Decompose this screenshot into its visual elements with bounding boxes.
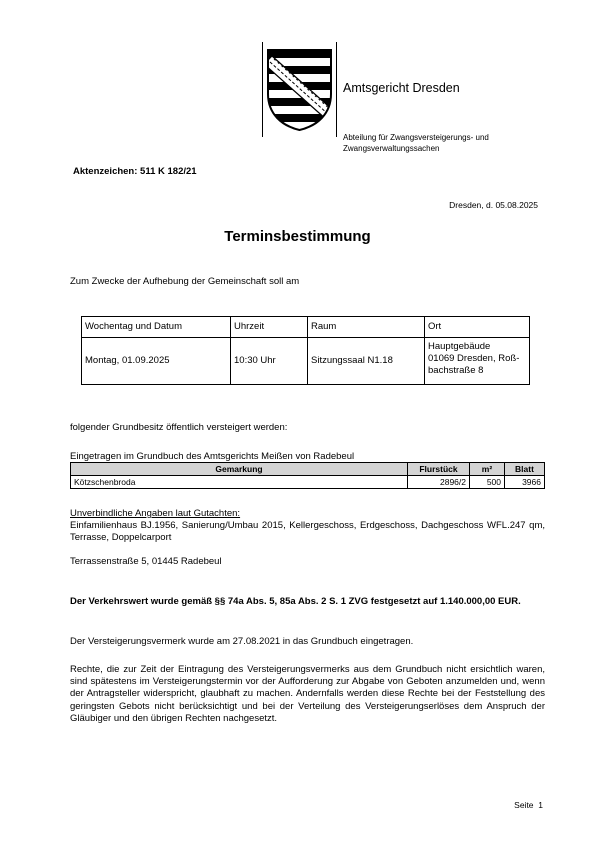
cell-flaeche: 500 — [470, 476, 505, 489]
page-number — [514, 800, 543, 811]
header-datum: Wochentag und Datum — [82, 317, 231, 338]
aktenzeichen-line — [73, 166, 197, 178]
verkehrswert-text: Der Verkehrswert wurde gemäß §§ 74a Abs. 5, 85a Abs. 2 S. 1 ZVG festgesetzt auf 1.140.000,00 EUR. — [70, 596, 521, 607]
page-label: Seite — [514, 800, 534, 810]
table-row — [82, 338, 530, 385]
header-flaeche: m² — [470, 463, 505, 476]
date-line: Dresden, d. 05.08.2025 — [449, 200, 538, 210]
aktenzeichen-label: Aktenzeichen: — [73, 166, 138, 177]
grundbesitz-text: folgender Grundbesitz öffentlich versteigert werden: — [70, 422, 288, 433]
cell-flurstueck: 2896/2 — [408, 476, 470, 489]
header-flurstueck: Flurstück — [408, 463, 470, 476]
saxony-coat-of-arms-icon — [262, 42, 337, 137]
termin-table — [81, 316, 530, 385]
document-title: Terminsbestimmung — [224, 228, 371, 245]
grundbuch-heading: Eingetragen im Grundbuch des Amtsgerichts Meißen von Radebeul — [70, 451, 355, 462]
grundbuch-table — [70, 462, 545, 489]
header-blatt: Blatt — [505, 463, 545, 476]
cell-uhrzeit: 10:30 Uhr — [231, 338, 308, 385]
header-uhrzeit: Uhrzeit — [231, 317, 308, 338]
cell-datum: Montag, 01.09.2025 — [82, 338, 231, 385]
header-ort: Ort — [425, 317, 530, 338]
cell-ort — [425, 338, 530, 385]
intro-text: Zum Zwecke der Aufhebung der Gemeinschaft soll am — [70, 276, 300, 287]
cell-gemarkung: Kötzschenbroda — [71, 476, 408, 489]
court-name: Amtsgericht Dresden — [343, 81, 460, 95]
vermerk-text: Der Versteigerungsvermerk wurde am 27.08.2021 in das Grundbuch eingetragen. — [70, 636, 414, 647]
header-gemarkung: Gemarkung — [71, 463, 408, 476]
ort-line: bachstraße 8 — [428, 365, 484, 376]
table-header-row — [71, 463, 545, 476]
cell-blatt: 3966 — [505, 476, 545, 489]
department-name: Abteilung für Zwangsversteigerungs- und Zwangsverwaltungssachen — [343, 133, 489, 153]
header-raum: Raum — [308, 317, 425, 338]
ort-line: 01069 Dresden, Roß- — [428, 353, 520, 364]
gutachten-text: Einfamilienhaus BJ.1956, Sanierung/Umbau 2015, Kellergeschoss, Erdgeschoss, Dachgeschoss WFL.247 qm, Terrasse, Doppelcarport — [70, 520, 545, 543]
table-row — [71, 476, 545, 489]
page-number-value: 1 — [538, 800, 543, 810]
gutachten-heading: Unverbindliche Angaben laut Gutachten: — [70, 508, 241, 519]
gutachten-address: Terrassenstraße 5, 01445 Radebeul — [70, 556, 222, 567]
table-header-row — [82, 317, 530, 338]
rechte-text: Rechte, die zur Zeit der Eintragung des Versteigerungsvermerks aus dem Grundbuch nicht ersichtlich waren, sind spätestens im Versteigerungstermin vor der Aufforderung zur Abgabe von Geboten anzumelden und, wenn der Antragsteller widerspricht, glaubhaft zu machen. Andernfalls werden diese Rechte bei der Feststellung des geringsten Gebots nicht berücksichtigt und bei der Verteilung des Versteigerungserlöses dem Anspruch der Gläubiger und den übrigen Rechten nachgesetzt. — [70, 664, 545, 724]
aktenzeichen-value: 511 K 182/21 — [140, 166, 197, 177]
ort-line: Hauptgebäude — [428, 341, 491, 352]
cell-raum: Sitzungssaal N1.18 — [308, 338, 425, 385]
